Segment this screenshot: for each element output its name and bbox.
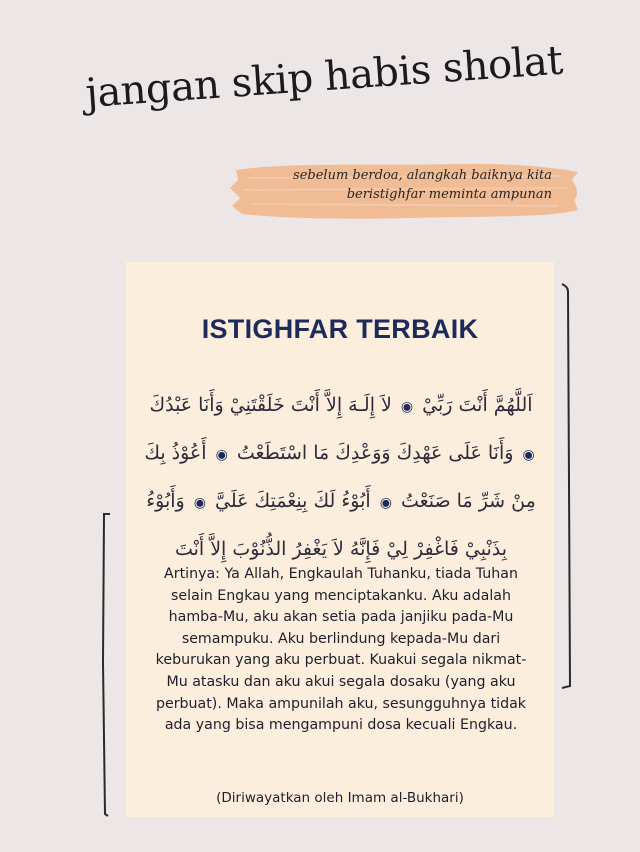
- arabic-segment: أَعُوْذُ بِكَ مِنْ شَرِّ مَا صَنَعْتُ: [144, 442, 536, 512]
- arabic-segment: وَأَبُوْءُ بِذَنْبِيْ فَاغْفِرْ لِيْ: [146, 490, 508, 560]
- right-bracket-line: [556, 282, 576, 692]
- card-heading: ISTIGHFAR TERBAIK: [201, 314, 479, 344]
- arabic-segment: لاَ إِلَـهَ إِلاَّ أَنْتَ خَلَقْتَنِيْ وَأَنَا عَبْدُكَ: [149, 394, 392, 416]
- arabic-text: [142, 382, 540, 572]
- subtitle: [236, 166, 552, 204]
- hadith-source: (Diriwayatkan oleh Imam al-Bukhari): [216, 790, 464, 806]
- arabic-segment: فَإِنَّهُ لاَ يَغْفِرُ الذُّنُوْبَ إِلاَّ أَنْتَ: [174, 538, 381, 560]
- ornament-icon: ◉: [400, 399, 414, 415]
- istighfar-card: [126, 262, 554, 817]
- arabic-segment: اَللَّهُمَّ أَنْتَ رَبِّيْ: [422, 394, 533, 416]
- translation-text: Artinya: Ya Allah, Engkaulah Tuhanku, tiada Tuhan selain Engkau yang menciptakanku. Aku adalah hamba-Mu, aku akan setia pada janjiku pada-Mu semampuku. Aku berlindung kepada-Mu dari keburukan yang aku perbuat. Kuakui segala nikmat-Mu atasku dan aku akui segala dosaku (yang aku perbuat). Maka ampunilah aku, sesungguhnya tidak ada yang bisa mengampuni dosa kecuali Engkau.: [155, 566, 527, 734]
- subtitle-line-2: beristighfar meminta ampunan: [346, 187, 552, 202]
- ornament-icon: ◉: [193, 495, 206, 511]
- subtitle-line-1: sebelum berdoa, alangkah baiknya kita: [293, 168, 552, 183]
- arabic-segment: أَبُوْءُ لَكَ بِنِعْمَتِكَ عَلَيَّ: [215, 490, 371, 512]
- arabic-segment: وَأَنَا عَلَى عَهْدِكَ وَوَعْدِكَ مَا اسْتَطَعْتُ: [236, 442, 514, 464]
- page-title: jangan skip habis sholat: [83, 37, 565, 117]
- ornament-icon: ◉: [215, 447, 228, 463]
- ornament-icon: ◉: [379, 495, 392, 511]
- ornament-icon: ◉: [522, 447, 535, 463]
- left-bracket-line: [96, 512, 116, 818]
